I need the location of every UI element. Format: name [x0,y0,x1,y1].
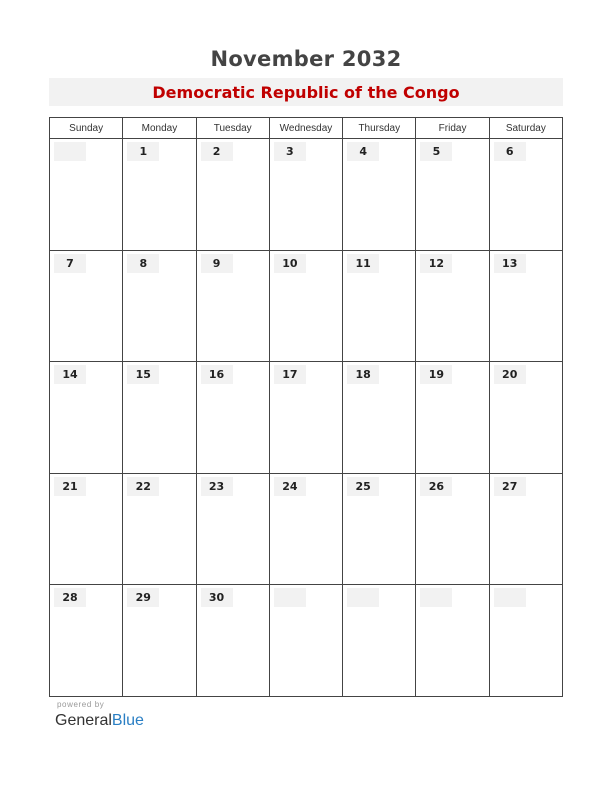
day-cell [270,474,343,586]
day-cell [416,585,489,697]
day-number: 27 [494,477,526,496]
day-number: 5 [420,142,452,161]
generalblue-logo[interactable] [55,712,144,730]
day-number: 23 [201,477,233,496]
day-cell [416,474,489,586]
day-cell [197,251,270,363]
day-cell [490,139,563,251]
day-number: 30 [201,588,233,607]
day-cell [270,139,343,251]
day-cell [490,474,563,586]
day-cell [197,139,270,251]
day-cell [50,139,123,251]
day-number: 17 [274,365,306,384]
day-cell [197,362,270,474]
day-cell [123,362,196,474]
calendar-grid [49,117,563,697]
calendar-title: November 2032 [210,47,402,71]
day-number [420,588,452,607]
weekday-header-monday: Monday [123,118,196,139]
day-number: 13 [494,254,526,273]
day-number: 20 [494,365,526,384]
day-cell [197,474,270,586]
day-cell [343,474,416,586]
day-cell [416,251,489,363]
weekday-header-tuesday: Tuesday [197,118,270,139]
day-cell [490,585,563,697]
weekday-header-wednesday: Wednesday [270,118,343,139]
day-cell [123,474,196,586]
day-cell [343,251,416,363]
day-number: 10 [274,254,306,273]
day-number: 6 [494,142,526,161]
day-cell [343,585,416,697]
day-number: 2 [201,142,233,161]
day-number: 26 [420,477,452,496]
day-number: 1 [127,142,159,161]
day-cell [123,251,196,363]
day-cell [50,474,123,586]
weekday-header-thursday: Thursday [343,118,416,139]
day-cell [416,139,489,251]
brand-name-part1: General [55,712,112,729]
day-cell [270,362,343,474]
brand-name-part2: Blue [111,712,144,729]
powered-by-label: powered by [57,700,105,709]
day-cell [50,251,123,363]
day-cell [50,585,123,697]
weekday-header-sunday: Sunday [50,118,123,139]
day-cell [270,251,343,363]
day-number: 11 [347,254,379,273]
day-number: 25 [347,477,379,496]
day-number [54,142,86,161]
day-number [274,588,306,607]
day-cell [123,585,196,697]
day-number: 15 [127,365,159,384]
day-cell [270,585,343,697]
country-banner [49,78,563,106]
day-number: 3 [274,142,306,161]
day-number: 12 [420,254,452,273]
day-cell [343,362,416,474]
day-number: 7 [54,254,86,273]
day-cell [197,585,270,697]
day-cell [416,362,489,474]
day-number: 14 [54,365,86,384]
day-number: 18 [347,365,379,384]
day-cell [123,139,196,251]
day-number: 8 [127,254,159,273]
day-number: 29 [127,588,159,607]
day-cell [490,362,563,474]
day-number: 21 [54,477,86,496]
day-number [347,588,379,607]
day-cell [490,251,563,363]
day-number: 28 [54,588,86,607]
day-cell [50,362,123,474]
weekday-header-saturday: Saturday [490,118,563,139]
day-number: 22 [127,477,159,496]
day-number: 16 [201,365,233,384]
day-number: 4 [347,142,379,161]
day-number: 19 [420,365,452,384]
weekday-header-friday: Friday [416,118,489,139]
day-number [494,588,526,607]
country-name: Democratic Republic of the Congo [152,82,460,102]
day-number: 24 [274,477,306,496]
day-cell [343,139,416,251]
day-number: 9 [201,254,233,273]
